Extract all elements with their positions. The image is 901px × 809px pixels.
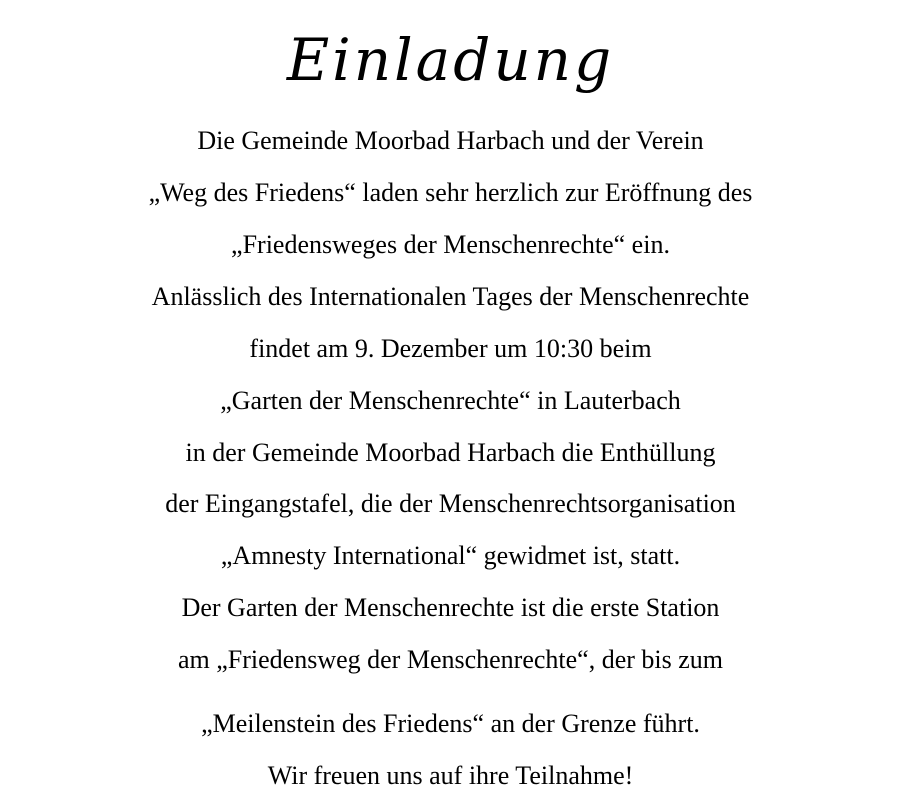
invitation-closing: Wir freuen uns auf ihre Teilnahme! [267, 761, 634, 790]
invitation-line: „Meilenstein des Friedens“ an der Grenze führt. [201, 709, 700, 738]
invitation-line: Anlässlich des Internationalen Tages der Menschenrechte [151, 282, 750, 311]
invitation-line: findet am 9. Dezember um 10:30 beim [249, 334, 652, 363]
invitation-line: am „Friedensweg der Menschenrechte“, der bis zum [177, 645, 724, 674]
invitation-line: „Amnesty International“ gewidmet ist, statt. [220, 541, 681, 570]
invitation-title: Einladung [286, 26, 615, 94]
invitation-line: „Weg des Friedens“ laden sehr herzlich zur Eröffnung des [148, 178, 753, 207]
invitation-line: „Friedensweges der Menschenrechte“ ein. [231, 230, 670, 259]
invitation-line: Die Gemeinde Moorbad Harbach und der Verein [197, 126, 704, 155]
invitation-line: Der Garten der Menschenrechte ist die erste Station [181, 593, 720, 622]
invitation-line: „Garten der Menschenrechte“ in Lauterbach [220, 386, 681, 415]
invitation-line: der Eingangstafel, die der Menschenrechtsorganisation [165, 489, 736, 518]
invitation-line: in der Gemeinde Moorbad Harbach die Enthüllung [185, 438, 716, 467]
